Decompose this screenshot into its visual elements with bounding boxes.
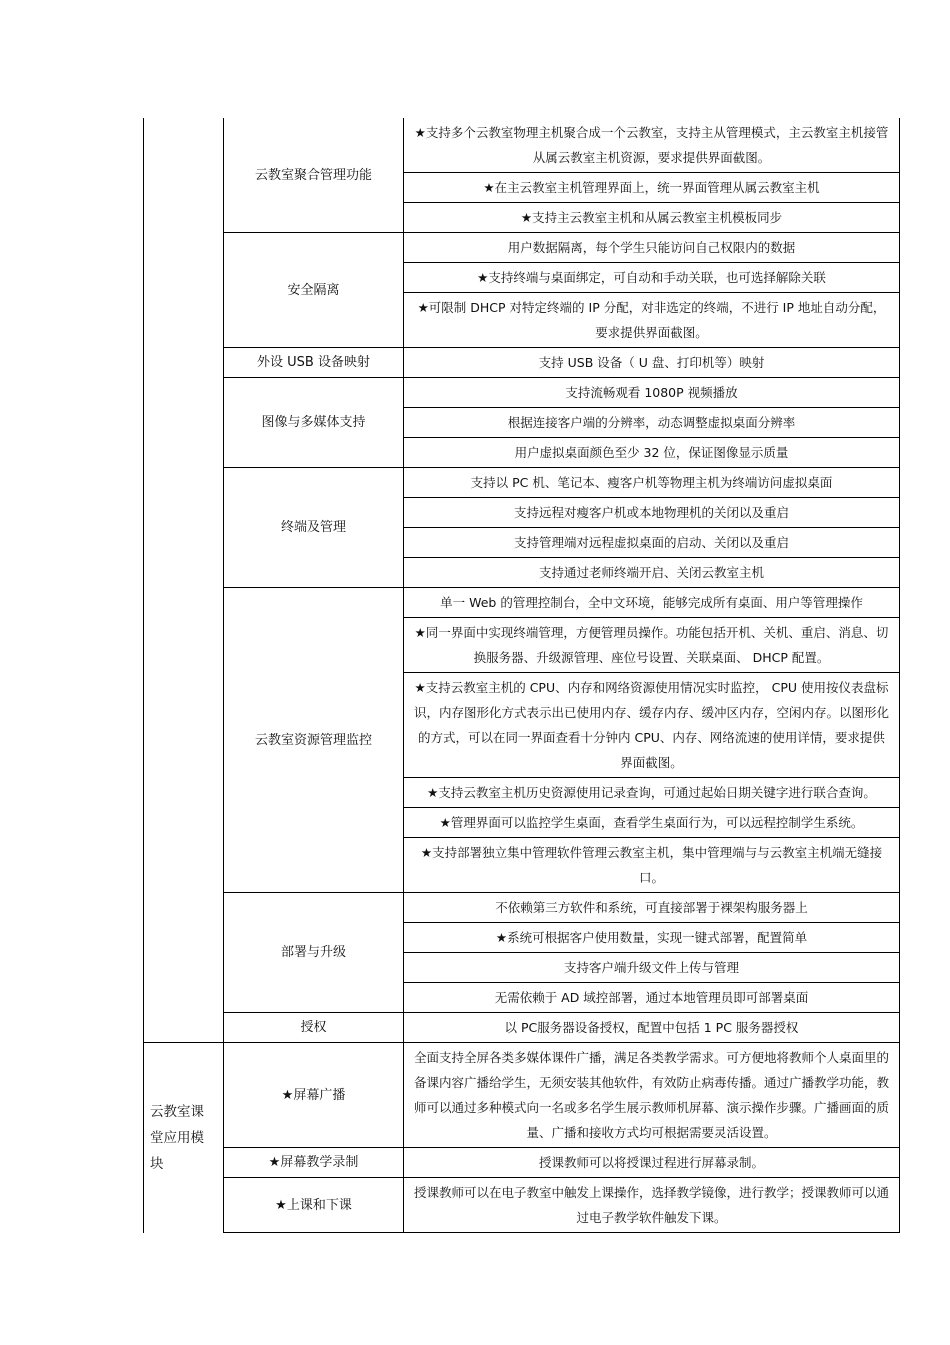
feature-cell: 支持流畅观看 1080P 视频播放 xyxy=(404,378,900,408)
feature-cell: 单一 Web 的管理控制台，全中文环境，能够完成所有桌面、用户等管理操作 xyxy=(404,588,900,618)
table-row xyxy=(144,468,900,498)
feature-cell: ★同一界面中实现终端管理，方便管理员操作。功能包括开机、关机、重启、消息、切换服务器、升级源管理、座位号设置、关联桌面、 DHCP 配置。 xyxy=(404,618,900,673)
table-row xyxy=(144,348,900,378)
table-row xyxy=(144,233,900,263)
spec-table xyxy=(143,118,900,1233)
category-cell: 外设 USB 设备映射 xyxy=(224,348,404,378)
table-row xyxy=(144,893,900,923)
category-cell: ★上课和下课 xyxy=(224,1178,404,1233)
table-row xyxy=(144,588,900,618)
feature-cell: ★系统可根据客户使用数量，实现一键式部署，配置简单 xyxy=(404,923,900,953)
feature-cell: 支持以 PC 机、笔记本、瘦客户机等物理主机为终端访问虚拟桌面 xyxy=(404,468,900,498)
feature-cell: ★支持多个云教室物理主机聚合成一个云教室，支持主从管理模式，主云教室主机接管从属云教室主机资源，要求提供界面截图。 xyxy=(404,118,900,173)
category-cell: 授权 xyxy=(224,1013,404,1043)
feature-cell: 全面支持全屏各类多媒体课件广播，满足各类教学需求。可方便地将教师个人桌面里的备课内容广播给学生，无须安装其他软件，有效防止病毒传播。通过广播教学功能，教师可以通过多种模式向一名或多名学生展示教师机屏幕、演示操作步骤。广播画面的质量、广播和接收方式均可根据需要灵活设置。 xyxy=(404,1043,900,1148)
feature-cell: 用户虚拟桌面颜色至少 32 位，保证图像显示质量 xyxy=(404,438,900,468)
module-label: 云教室课堂应用模块 xyxy=(144,1043,224,1233)
feature-cell: 授课教师可以将授课过程进行屏幕录制。 xyxy=(404,1148,900,1178)
feature-cell: 支持 USB 设备（ U 盘、打印机等）映射 xyxy=(404,348,900,378)
table-row xyxy=(144,1043,900,1148)
category-cell: 图像与多媒体支持 xyxy=(224,378,404,468)
feature-cell: ★在主云教室主机管理界面上，统一界面管理从属云教室主机 xyxy=(404,173,900,203)
table-row xyxy=(144,378,900,408)
feature-cell: 支持管理端对远程虚拟桌面的启动、关闭以及重启 xyxy=(404,528,900,558)
category-cell: 安全隔离 xyxy=(224,233,404,348)
feature-cell: 支持远程对瘦客户机或本地物理机的关闭以及重启 xyxy=(404,498,900,528)
category-cell: ★屏幕广播 xyxy=(224,1043,404,1148)
feature-cell: ★可限制 DHCP 对特定终端的 IP 分配，对非选定的终端，不进行 IP 地址自动分配，要求提供界面截图。 xyxy=(404,293,900,348)
category-cell: 部署与升级 xyxy=(224,893,404,1013)
table-row xyxy=(144,1013,900,1043)
feature-cell: 授课教师可以在电子教室中触发上课操作，选择教学镜像，进行教学；授课教师可以通过电子教学软件触发下课。 xyxy=(404,1178,900,1233)
category-cell: 云教室资源管理监控 xyxy=(224,588,404,893)
feature-cell: ★支持部署独立集中管理软件管理云教室主机，集中管理端与与云教室主机端无缝接口。 xyxy=(404,838,900,893)
feature-cell: ★管理界面可以监控学生桌面，查看学生桌面行为，可以远程控制学生系统。 xyxy=(404,808,900,838)
category-cell: 终端及管理 xyxy=(224,468,404,588)
table-row xyxy=(144,1178,900,1233)
feature-cell: ★支持云教室主机历史资源使用记录查询，可通过起始日期关键字进行联合查询。 xyxy=(404,778,900,808)
spec-table-body xyxy=(144,118,900,1233)
category-cell: ★屏幕教学录制 xyxy=(224,1148,404,1178)
feature-cell: ★支持主云教室主机和从属云教室主机模板同步 xyxy=(404,203,900,233)
feature-cell: 用户数据隔离，每个学生只能访问自己权限内的数据 xyxy=(404,233,900,263)
feature-cell: 支持通过老师终端开启、关闭云教室主机 xyxy=(404,558,900,588)
module-cell xyxy=(144,118,224,1043)
feature-cell: 以 PC服务器设备授权，配置中包括 1 PC 服务器授权 xyxy=(404,1013,900,1043)
feature-cell: ★支持云教室主机的 CPU、内存和网络资源使用情况实时监控， CPU 使用按仪表盘标识，内存图形化方式表示出已使用内存、缓存内存、缓冲区内存，空闲内存。以图形化的方式，可以在同一界面查看十分钟内 CPU、内存、网络流速的使用详情，要求提供界面截图。 xyxy=(404,673,900,778)
feature-cell: 不依赖第三方软件和系统，可直接部署于裸架构服务器上 xyxy=(404,893,900,923)
category-cell: 云教室聚合管理功能 xyxy=(224,118,404,233)
feature-cell: 无需依赖于 AD 域控部署，通过本地管理员即可部署桌面 xyxy=(404,983,900,1013)
feature-cell: 支持客户端升级文件上传与管理 xyxy=(404,953,900,983)
feature-cell: 根据连接客户端的分辨率，动态调整虚拟桌面分辨率 xyxy=(404,408,900,438)
table-row xyxy=(144,118,900,173)
feature-cell: ★支持终端与桌面绑定，可自动和手动关联，也可选择解除关联 xyxy=(404,263,900,293)
table-row xyxy=(144,1148,900,1178)
